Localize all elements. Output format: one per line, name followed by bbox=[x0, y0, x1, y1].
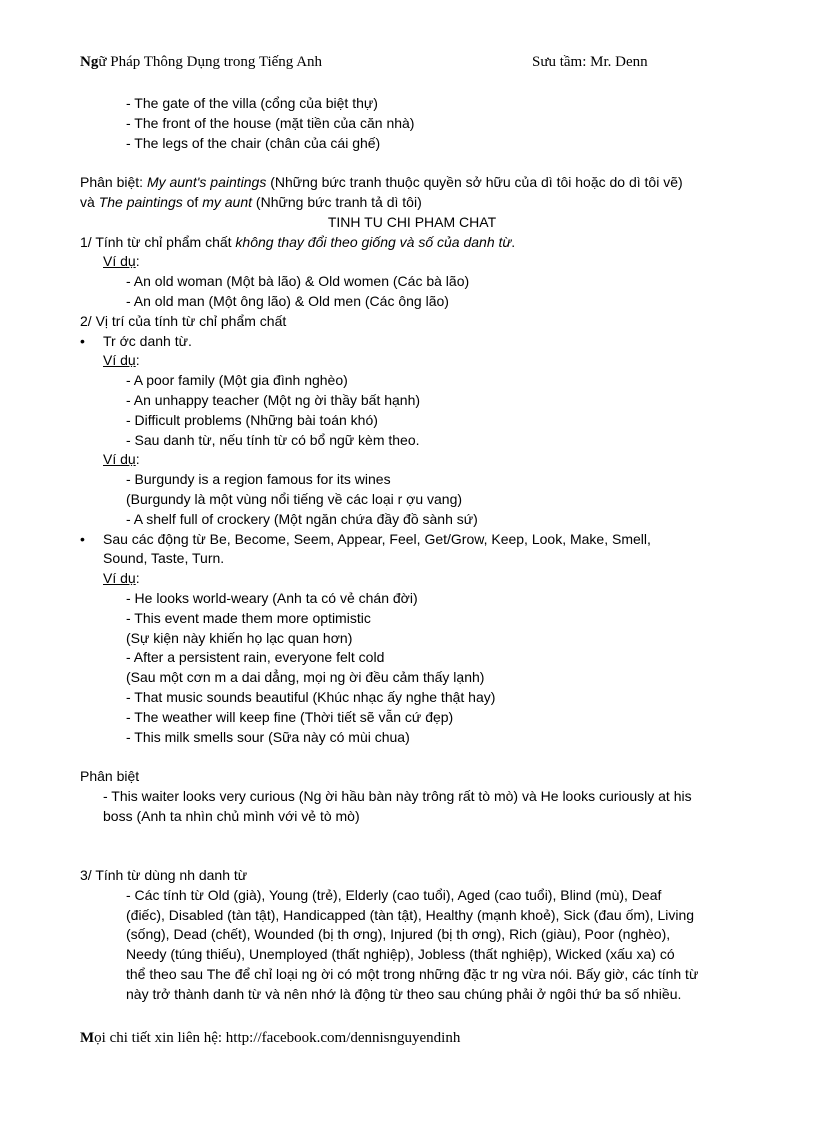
bullet-item: • Sau các động từ Be, Become, Seem, Appear, Feel, Get/Grow, Keep, Look, Make, Smell, Sound, Taste, Turn. bbox=[80, 530, 744, 570]
example-line: - The weather will keep fine (Thời tiết sẽ vẫn cứ đẹp) bbox=[126, 708, 454, 725]
paragraph-line: thể theo sau The để chỉ loại ng ời có một trong những đặc tr ng vừa nói. Bấy giờ, các tính từ bbox=[126, 966, 699, 983]
example-label: Ví dụ: bbox=[103, 253, 140, 270]
distinction-line: và The paintings of my aunt (Những bức tranh tả dì tôi) bbox=[80, 193, 422, 210]
paragraph-line: Needy (túng thiếu), Unemployed (thất nghiệp), Jobless (thất nghiệp), Wicked (xấu xa) có bbox=[126, 946, 675, 963]
section-heading: 1/ Tính từ chỉ phẩm chất không thay đổi theo giống và số của danh từ. bbox=[80, 233, 516, 250]
section-heading: 2/ Vị trí của tính từ chỉ phẩm chất bbox=[80, 312, 287, 329]
section-title: TINH TU CHI PHAM CHAT bbox=[327, 213, 497, 230]
example-line: - The legs of the chair (chân của cái ghế) bbox=[126, 134, 381, 151]
example-label: Ví dụ: bbox=[103, 352, 140, 369]
paragraph-line: này trở thành danh từ và nên nhớ là động từ theo sau chúng phải ở ngôi thứ ba số nhiều. bbox=[126, 985, 682, 1002]
distinction-line: Phân biệt: My aunt's paintings (Những bức tranh thuộc quyền sở hữu của dì tôi hoặc do dì tôi vẽ) bbox=[80, 174, 683, 191]
paragraph-line: - Các tính từ Old (già), Young (trẻ), Elderly (cao tuổi), Aged (cao tuổi), Blind (mù), Deaf bbox=[126, 886, 662, 903]
example-line: - This milk smells sour (Sữa này có mùi chua) bbox=[126, 728, 410, 745]
example-line: - Burgundy is a region famous for its wines bbox=[126, 471, 391, 488]
example-line: - That music sounds beautiful (Khúc nhạc ấy nghe thật hay) bbox=[126, 688, 496, 705]
header-author: Sưu tầm: Mr. Denn bbox=[532, 54, 648, 70]
example-line: (Sau một cơn m a dai dẳng, mọi ng ời đều cảm thấy lạnh) bbox=[126, 669, 485, 686]
distinction-heading: Phân biệt bbox=[80, 768, 140, 785]
example-line: - A poor family (Một gia đình nghèo) bbox=[126, 372, 348, 389]
header-title: Ngữ Pháp Thông Dụng trong Tiếng Anh bbox=[80, 54, 323, 70]
example-line: - A shelf full of crockery (Một ngăn chứa đầy đồ sành sứ) bbox=[126, 510, 478, 527]
example-line: (Burgundy là một vùng nổi tiếng về các loại r ợu vang) bbox=[126, 490, 463, 507]
example-line: - Difficult problems (Những bài toán khó) bbox=[126, 411, 378, 428]
example-label: Ví dụ: bbox=[103, 451, 140, 468]
example-line: - After a persistent rain, everyone felt cold bbox=[126, 649, 385, 666]
example-line: - The gate of the villa (cổng của biệt thự) bbox=[126, 95, 378, 111]
example-line: - This event made them more optimistic bbox=[126, 609, 371, 626]
example-line: - Sau danh từ, nếu tính từ có bổ ngữ kèm theo. bbox=[126, 431, 420, 448]
section-heading: 3/ Tính từ dùng nh danh từ bbox=[80, 867, 248, 884]
page-footer: Mọi chi tiết xin liên hệ: http://facebook.com/dennisnguyendinh bbox=[80, 1030, 461, 1046]
example-line: - The front of the house (mặt tiền của căn nhà) bbox=[126, 114, 415, 131]
example-line: - An old woman (Một bà lão) & Old women (Các bà lão) bbox=[126, 273, 470, 290]
document-body bbox=[80, 94, 744, 1005]
example-line: - An old man (Một ông lão) & Old men (Các ông lão) bbox=[126, 292, 449, 309]
example-line: (Sự kiện này khiến họ lạc quan hơn) bbox=[126, 629, 353, 646]
distinction-line: - This waiter looks very curious (Ng ời hầu bàn này trông rất tò mò) và He looks curiously at his bbox=[103, 787, 692, 804]
bullet-item: • Tr ớc danh từ. bbox=[80, 332, 744, 352]
page-header bbox=[80, 54, 740, 74]
distinction-line: boss (Anh ta nhìn chủ mình với vẻ tò mò) bbox=[103, 807, 360, 824]
paragraph-line: (sống), Dead (chết), Wounded (bị th ơng), Injured (bị th ơng), Rich (giàu), Poor (nghèo), bbox=[126, 926, 671, 943]
paragraph-line: (điếc), Disabled (tàn tật), Handicapped (tàn tật), Healthy (mạnh khoẻ), Sick (đau ốm), Living bbox=[126, 906, 695, 923]
example-label: Ví dụ: bbox=[103, 570, 140, 587]
example-line: - An unhappy teacher (Một ng ời thầy bất hạnh) bbox=[126, 391, 421, 408]
example-line: - He looks world-weary (Anh ta có vẻ chán đời) bbox=[126, 589, 418, 606]
